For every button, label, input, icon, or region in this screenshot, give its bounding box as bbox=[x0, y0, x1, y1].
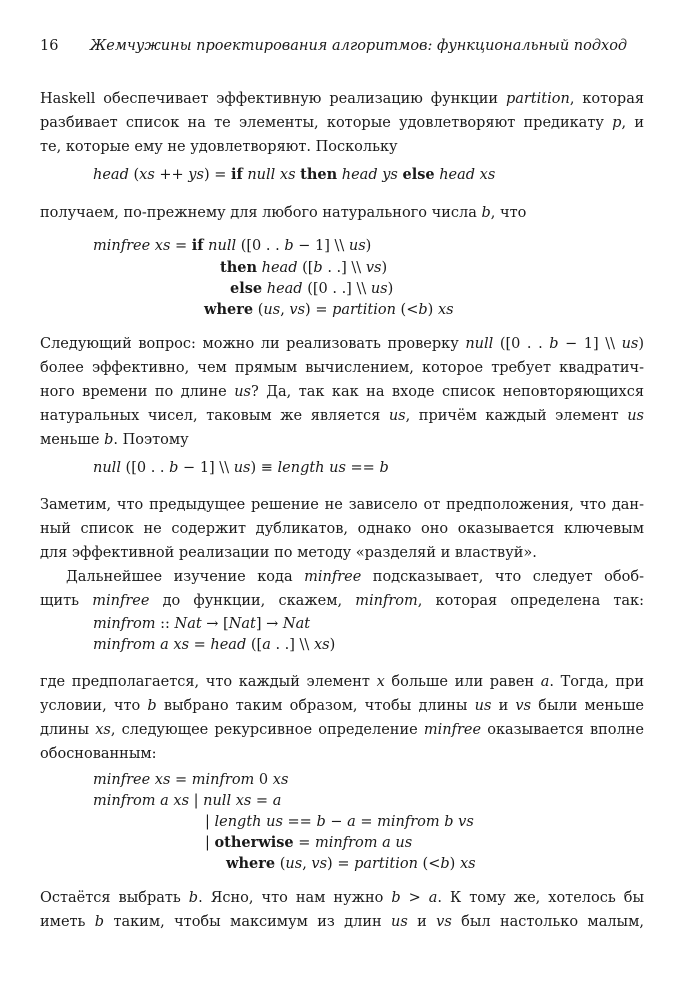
formula-null-equivalence: null ([0 . . b − 1] \\ us) ≡ length us == b bbox=[93, 460, 389, 476]
p3-line-3: ного времени по длине us? Да, так как на входе список неповторяющихся bbox=[40, 384, 644, 400]
p4-line-2: ный список не содержит дубликатов, однако оно оказывается ключевым bbox=[40, 521, 644, 537]
p1-line-1: Haskell обеспечивает эффективную реализацию функции partition, которая bbox=[40, 91, 644, 107]
running-header bbox=[40, 38, 644, 60]
p1-line-3: те, которые ему не удовлетворяют. Поскольку bbox=[40, 139, 398, 155]
p3-line-4: натуральных чисел, таковым же является us, причём каждый элемент us bbox=[40, 408, 644, 424]
p7-line-1: Остаётся выбрать b. Ясно, что нам нужно b > a. К тому же, хотелось бы bbox=[40, 890, 644, 906]
formula-minfree-line-1: minfree xs = if null ([0 . . b − 1] \\ us) bbox=[93, 237, 372, 254]
p6-line-4: обоснованным: bbox=[40, 746, 157, 762]
formula-minfree-line-2: then head ([b . .] \\ vs) bbox=[220, 259, 388, 276]
formula-head-concat: head (xs ++ ys) = if null xs then head ys else head xs bbox=[93, 166, 496, 183]
p4-line-1: Заметим, что предыдущее решение не зависело от предположения, что дан- bbox=[40, 497, 644, 513]
p3-line-2: более эффективно, чем прямым вычислением, которое требует квадратич- bbox=[40, 360, 644, 376]
p3-line-5: меньше b. Поэтому bbox=[40, 432, 189, 448]
p6-line-3: длины xs, следующее рекурсивное определение minfree оказывается вполне bbox=[40, 722, 644, 738]
p7-line-2: иметь b таким, чтобы максимум из длин us и vs был настолько малым, bbox=[40, 914, 644, 930]
formula-rec-line-5: where (us, vs) = partition (<b) xs bbox=[226, 855, 476, 872]
formula-rec-line-4: | otherwise = minfrom a us bbox=[205, 834, 413, 851]
p2-line-1: получаем, по-прежнему для любого натурального числа b, что bbox=[40, 205, 527, 221]
running-title: Жемчужины проектирования алгоритмов: функциональный подход bbox=[90, 38, 628, 54]
formula-minfree-line-3: else head ([0 . .] \\ us) bbox=[230, 280, 394, 297]
p6-line-2: условии, что b выбрано таким образом, чтобы длины us и vs были меньше bbox=[40, 698, 644, 714]
formula-rec-line-3: | length us == b − a = minfrom b vs bbox=[205, 814, 474, 830]
formula-rec-line-2: minfrom a xs | null xs = a bbox=[93, 793, 282, 809]
formula-minfrom-def: minfrom a xs = head ([a . .] \\ xs) bbox=[93, 637, 336, 653]
p3-line-1: Следующий вопрос: можно ли реализовать проверку null ([0 . . b − 1] \\ us) bbox=[40, 336, 645, 352]
p5-line-1: Дальнейшее изучение кода minfree подсказывает, что следует обоб- bbox=[66, 569, 645, 585]
page-number: 16 bbox=[40, 38, 59, 54]
formula-minfrom-type: minfrom :: Nat → [Nat] → Nat bbox=[93, 616, 311, 632]
p6-line-1: где предполагается, что каждый элемент x больше или равен a. Тогда, при bbox=[40, 674, 644, 690]
p4-line-3: для эффективной реализации по методу «разделяй и властвуй». bbox=[40, 545, 537, 561]
p1-line-2: разбивает список на те элементы, которые удовлетворяют предикату p, и bbox=[40, 115, 644, 131]
p5-line-2: щить minfree до функции, скажем, minfrom, которая определена так: bbox=[40, 593, 644, 609]
formula-minfree-line-4: where (us, vs) = partition (<b) xs bbox=[204, 301, 454, 318]
formula-rec-line-1: minfree xs = minfrom 0 xs bbox=[93, 772, 289, 788]
